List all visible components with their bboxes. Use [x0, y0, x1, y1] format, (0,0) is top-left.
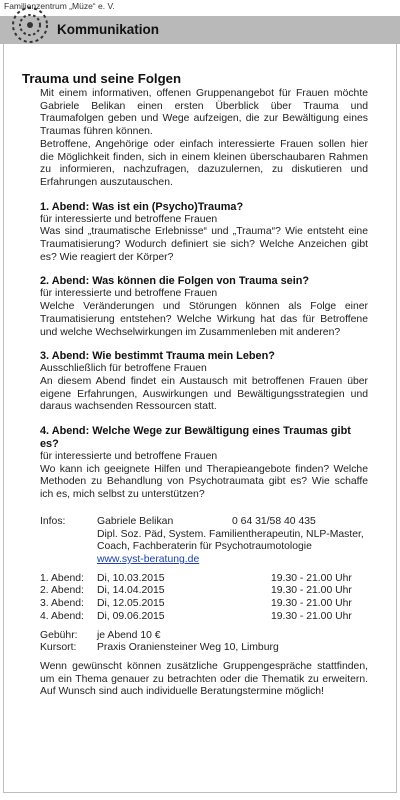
section-header — [0, 16, 400, 44]
dates-table — [40, 573, 368, 624]
time-value: 19.30 - 21.00 Uhr — [271, 598, 352, 610]
date-value: Di, 10.03.2015 — [97, 572, 165, 584]
date-label: 1. Abend: — [40, 572, 84, 584]
time-value: 19.30 - 21.00 Uhr — [271, 610, 352, 622]
evening-section — [40, 425, 368, 502]
evening-audience: für interessierte und betroffene Frauen — [40, 451, 218, 463]
fee-block — [40, 630, 368, 655]
course-label: Kursort: — [40, 642, 77, 654]
contact-description: Dipl. Soz. Päd, System. Familientherapeutin, NLP-Master, Coach, Fachberaterin für Psychotraumotologie — [97, 528, 364, 553]
closing-paragraph: Wenn gewünscht können zusätzliche Gruppengespräche stattfinden, um ein Thema genauer zu betrachten oder die Thematik zu erweitern. Auf Wunsch sind auch individuelle Beratungstermine möglich! — [40, 660, 368, 698]
contact-phone: 0 64 31/58 40 435 — [232, 515, 316, 527]
info-label: Infos: — [40, 515, 66, 527]
info-block — [40, 516, 368, 567]
date-row — [40, 598, 368, 611]
time-value: 19.30 - 21.00 Uhr — [271, 572, 352, 584]
evening-heading: 4. Abend: Welche Wege zur Bewältigung eines Traumas gibt es? — [40, 425, 351, 451]
date-label: 4. Abend: — [40, 610, 84, 622]
evening-audience: für interessierte und betroffene Frauen — [40, 288, 218, 300]
evening-section — [40, 201, 368, 265]
date-value: Di, 09.06.2015 — [97, 610, 165, 622]
fee-value: je Abend 10 € — [97, 629, 161, 641]
date-row — [40, 611, 368, 624]
dots-logo-icon — [10, 5, 50, 45]
article-body — [40, 88, 368, 699]
evening-text: Was sind „traumatische Erlebnisse“ und „Trauma“? Wie entsteht eine Traumatisierung? Wodurch definiert sie sich? Welche Anzeichen gibt es? Wie reagiert der Körper? — [40, 226, 368, 263]
evening-audience: Ausschließlich für betroffene Frauen — [40, 363, 207, 375]
fee-label: Gebühr: — [40, 629, 78, 641]
date-label: 3. Abend: — [40, 598, 84, 610]
website-link[interactable]: www.syst-beratung.de — [97, 553, 200, 565]
time-value: 19.30 - 21.00 Uhr — [271, 585, 352, 597]
evening-heading: 2. Abend: Was können die Folgen von Trauma sein? — [40, 275, 310, 288]
evening-text: An diesem Abend findet ein Austausch mit betroffenen Frauen über eigene Erfahrungen, Auswirkungen und Bewältigungsstrategien und daraus wachsenden Ressourcen statt. — [40, 375, 368, 413]
evening-heading: 1. Abend: Was ist ein (Psycho)Trauma? — [40, 200, 244, 213]
date-row — [40, 573, 368, 586]
course-value: Praxis Oraniensteiner Weg 10, Limburg — [97, 642, 279, 654]
page-title: Trauma und seine Folgen — [22, 71, 182, 86]
evening-text: Welche Veränderungen und Störungen können als Folge einer Traumatisierung entstehen? Welche Wirkung hat das für Betroffene und welche Wechselwirkungen im Zusammenleben mit anderen? — [40, 301, 368, 338]
date-row — [40, 585, 368, 598]
evening-heading: 3. Abend: Wie bestimmt Trauma mein Leben? — [40, 350, 275, 363]
evening-section — [40, 350, 368, 414]
contact-name: Gabriele Belikan — [97, 515, 174, 527]
evening-text: Wo kann ich geeignete Hilfen und Therapieangebote finden? Welche Methoden zu Behandlung von Psychotraumata gibt es? Wie schaffe ich es, mich selbst zu unterstützen? — [40, 463, 368, 501]
evening-audience: für interessierte und betroffene Frauen — [40, 213, 218, 225]
section-title: Kommunikation — [57, 22, 160, 37]
organization-name: Familienzentrum „Müze“ e. V. — [4, 1, 115, 11]
date-label: 2. Abend: — [40, 585, 84, 597]
evening-section — [40, 275, 368, 339]
date-value: Di, 12.05.2015 — [97, 598, 165, 610]
date-value: Di, 14.04.2015 — [97, 585, 165, 597]
intro-paragraph: Mit einem informativen, offenen Gruppenangebot für Frauen möchte Gabriele Belikan einen ersten Überblick über Trauma und Traumafolgen geben und Wege aufzeigen, die zur Bewältigung eines Traumas führen können. — [40, 88, 368, 138]
intro-paragraph: Betroffene, Angehörige oder einfach interessierte Frauen sollen hier die Möglichkeit finden, sich in einem kleinen überschaubaren Rahmen zu informieren, nachzufragen, dazuzulernen, zu diskutieren und Erfahrungen auszutauschen. — [40, 138, 368, 188]
